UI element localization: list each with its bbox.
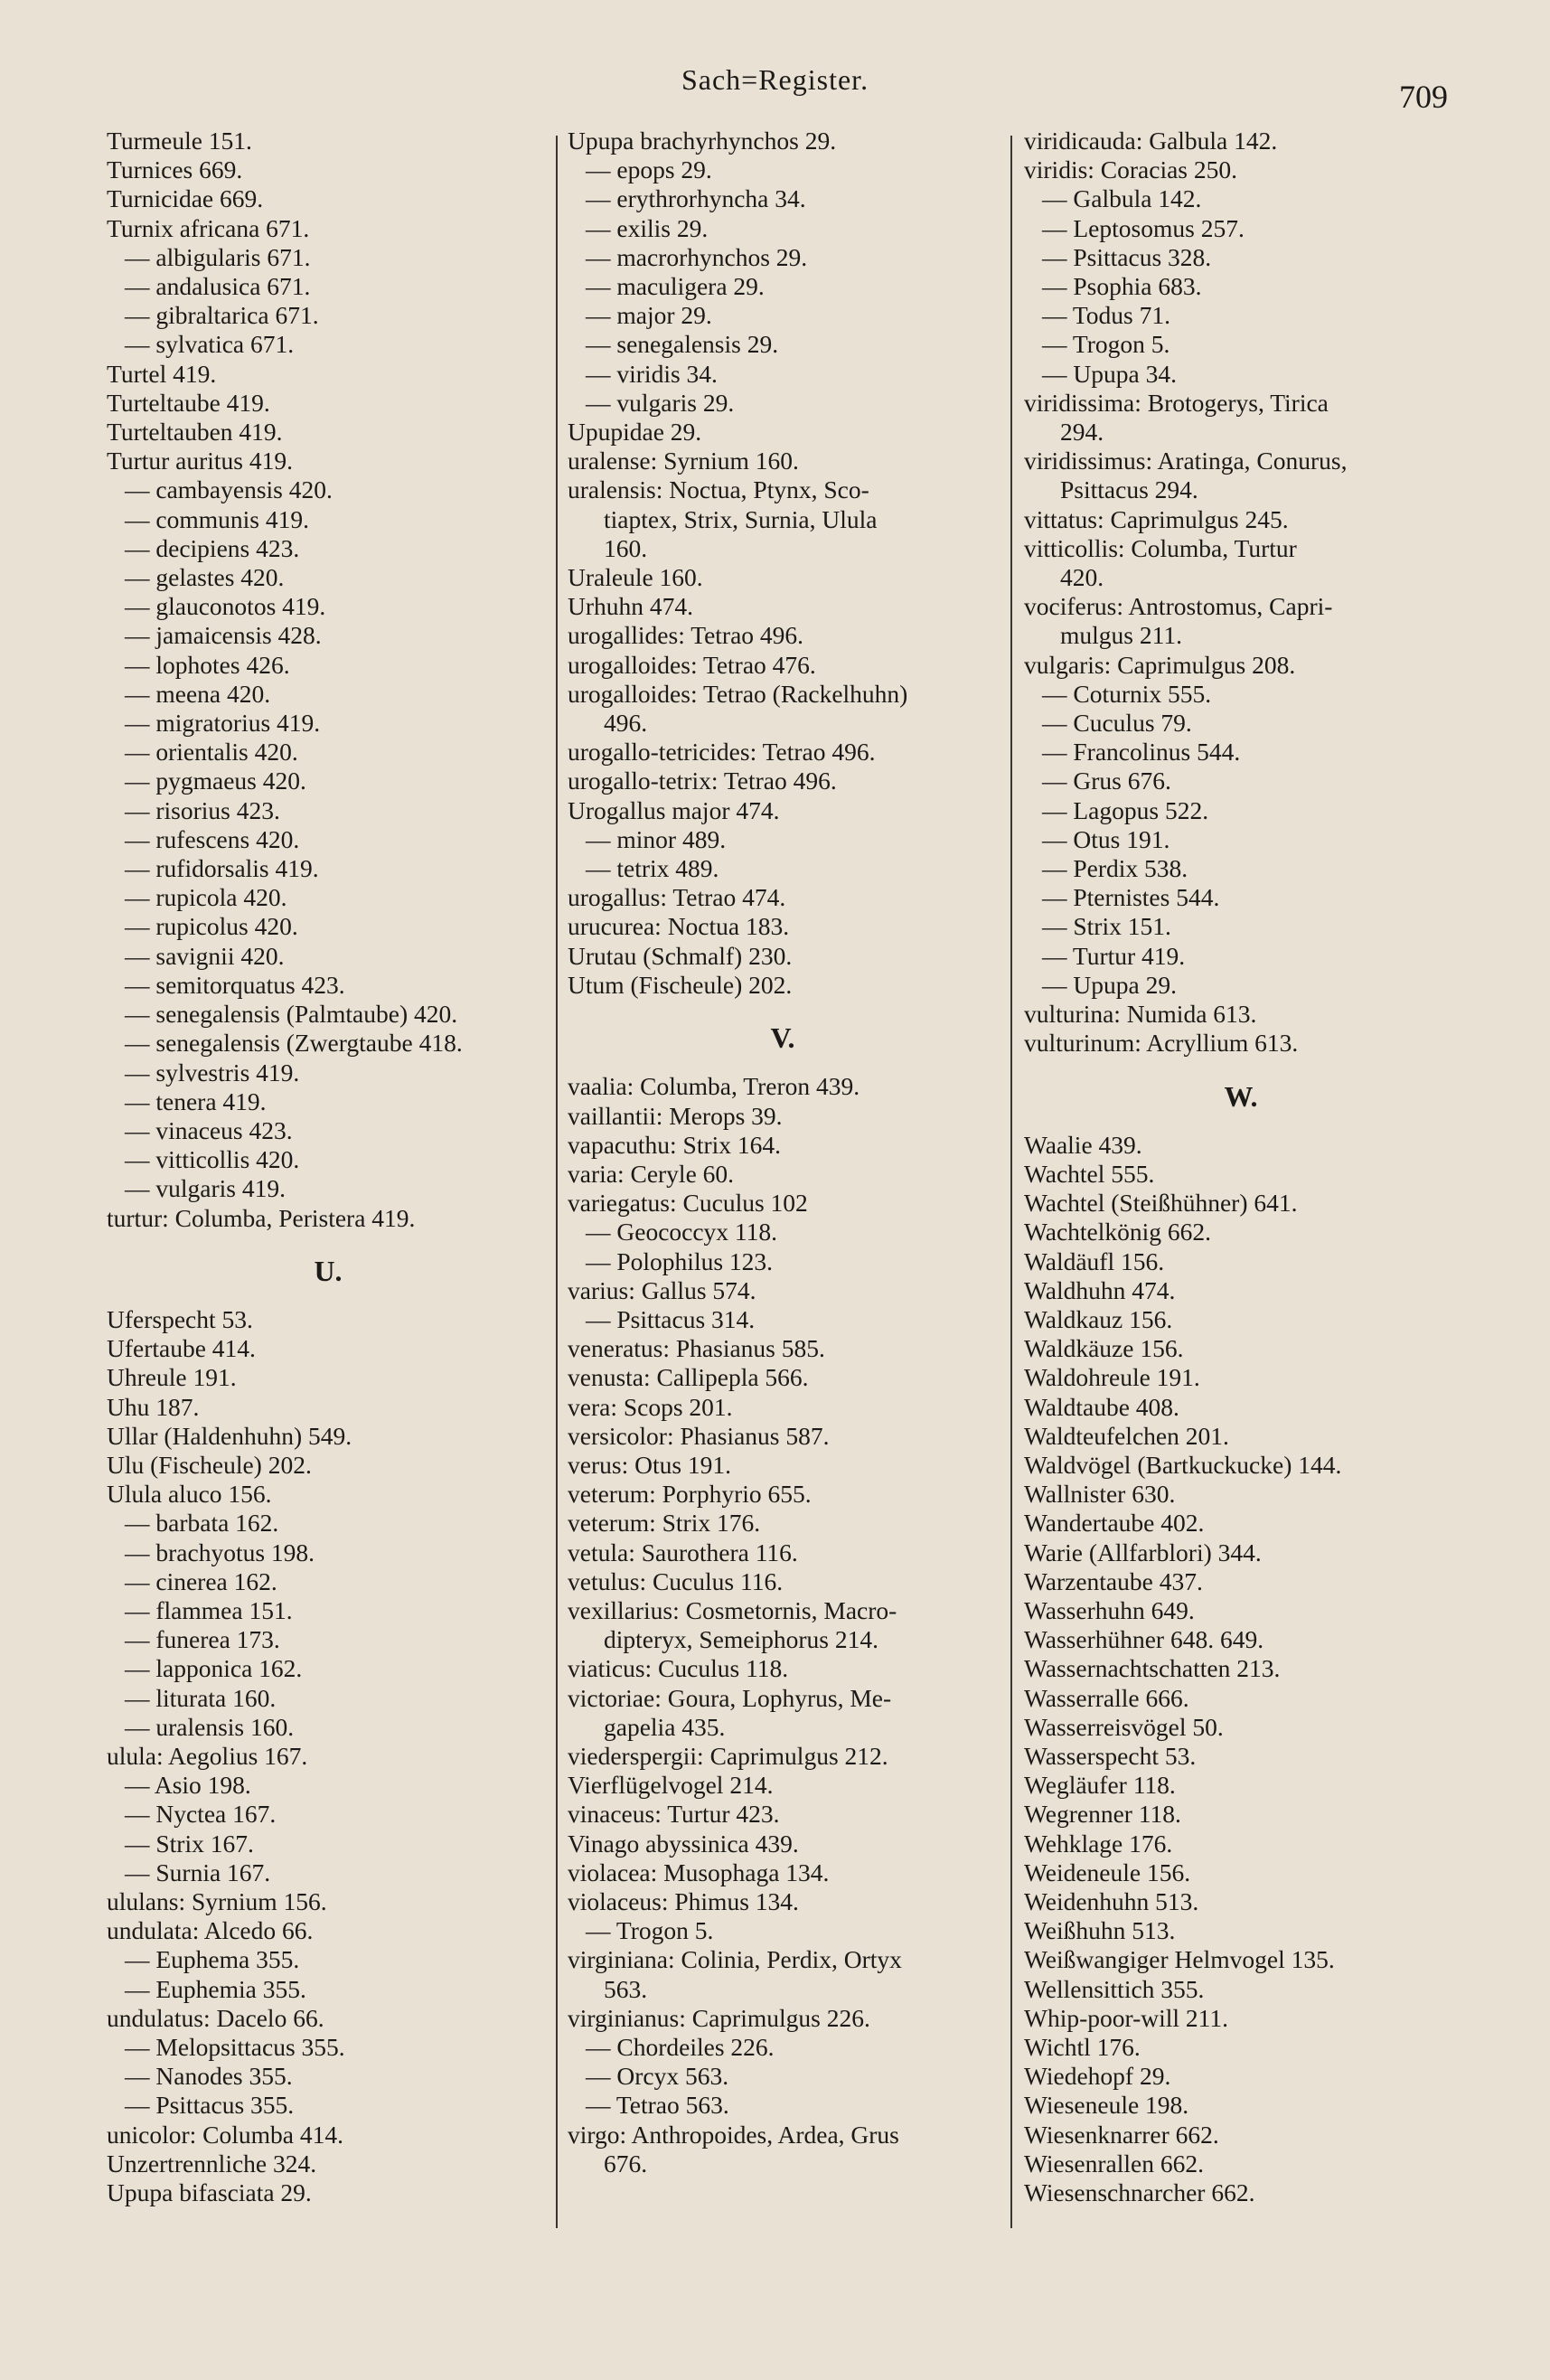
index-entry: Uraleule 160. bbox=[568, 563, 703, 592]
index-subentry: — barbata 162. bbox=[125, 1509, 279, 1538]
index-entry: Wegläufer 118. bbox=[1024, 1771, 1176, 1800]
index-entry: Turnicidae 669. bbox=[107, 184, 264, 213]
index-subentry: — Nanodes 355. bbox=[125, 2062, 293, 2091]
index-subentry: — lapponica 162. bbox=[125, 1654, 303, 1683]
index-entry: Wallnister 630. bbox=[1024, 1480, 1176, 1509]
index-entry: urogalloides: Tetrao 476. bbox=[568, 650, 816, 679]
index-entry: Wehklage 176. bbox=[1024, 1829, 1173, 1858]
index-subentry: — risorius 423. bbox=[125, 795, 280, 824]
index-subentry: — Geococcyx 118. bbox=[586, 1218, 778, 1246]
index-entry-continuation: dipteryx, Semeiphorus 214. bbox=[604, 1625, 878, 1654]
index-entry: Wiesenrallen 662. bbox=[1024, 2149, 1204, 2178]
index-entry: Wasserralle 666. bbox=[1024, 1683, 1189, 1712]
index-entry: versicolor: Phasianus 587. bbox=[568, 1421, 830, 1450]
index-subentry: — flammea 151. bbox=[125, 1595, 293, 1624]
index-entry: veterum: Strix 176. bbox=[568, 1509, 761, 1538]
index-entry: virginiana: Colinia, Perdix, Ortyx bbox=[568, 1945, 902, 1974]
index-entry: Waldäufl 156. bbox=[1024, 1246, 1165, 1275]
index-subentry: — Euphemia 355. bbox=[125, 1974, 306, 2003]
index-subentry: — tenera 419. bbox=[125, 1087, 267, 1115]
index-entry: Waldkauz 156. bbox=[1024, 1304, 1173, 1333]
index-subentry: — Coturnix 555. bbox=[1042, 679, 1212, 708]
index-entry: Vierflügelvogel 214. bbox=[568, 1771, 774, 1800]
index-entry: Unzertrennliche 324. bbox=[107, 2149, 317, 2178]
index-subentry: — Grus 676. bbox=[1042, 767, 1171, 795]
index-entry: vaalia: Columba, Treron 439. bbox=[568, 1072, 860, 1101]
index-entry: undulata: Alcedo 66. bbox=[107, 1916, 314, 1945]
index-subentry: — andalusica 671. bbox=[125, 272, 311, 301]
index-entry: Weideneule 156. bbox=[1024, 1858, 1191, 1886]
index-entry: Waldtaube 408. bbox=[1024, 1392, 1179, 1421]
index-subentry: — pygmaeus 420. bbox=[125, 767, 306, 795]
index-entry: Wiesenknarrer 662. bbox=[1024, 2120, 1219, 2149]
index-entry: vittatus: Caprimulgus 245. bbox=[1024, 504, 1289, 533]
index-subentry: — lophotes 426. bbox=[125, 650, 290, 679]
index-subentry: — senegalensis 29. bbox=[586, 330, 779, 359]
index-subentry: — cambayensis 420. bbox=[125, 475, 333, 504]
index-column-2 bbox=[568, 127, 998, 2178]
index-entry: viaticus: Cuculus 118. bbox=[568, 1654, 789, 1683]
index-subentry: — albigularis 671. bbox=[125, 242, 311, 271]
index-entry: Turnix africana 671. bbox=[107, 213, 310, 242]
index-subentry: — tetrix 489. bbox=[586, 854, 719, 883]
index-entry: Turteltauben 419. bbox=[107, 418, 283, 447]
index-subentry: — savignii 420. bbox=[125, 941, 285, 970]
index-subentry: — epops 29. bbox=[586, 155, 712, 184]
index-subentry: — viridis 34. bbox=[586, 359, 718, 388]
index-entry-continuation: mulgus 211. bbox=[1060, 621, 1182, 650]
index-subentry: — Strix 151. bbox=[1042, 912, 1171, 941]
column-divider bbox=[1010, 136, 1012, 2228]
index-subentry: — funerea 173. bbox=[125, 1625, 280, 1654]
index-entry: venusta: Callipepla 566. bbox=[568, 1363, 809, 1392]
index-subentry: — Psittacus 314. bbox=[586, 1304, 756, 1333]
index-entry: verus: Otus 191. bbox=[568, 1450, 732, 1479]
index-entry: Uhreule 191. bbox=[107, 1363, 237, 1392]
index-entry: Warie (Allfarblori) 344. bbox=[1024, 1538, 1262, 1566]
index-entry: Wiedehopf 29. bbox=[1024, 2062, 1171, 2091]
index-subentry: — liturata 160. bbox=[125, 1683, 277, 1712]
index-entry-continuation: 420. bbox=[1060, 563, 1104, 592]
index-entry: Waldteufelchen 201. bbox=[1024, 1421, 1229, 1450]
index-entry: urogallides: Tetrao 496. bbox=[568, 621, 804, 650]
index-subentry: — Otus 191. bbox=[1042, 824, 1170, 853]
index-entry: Wachtel 555. bbox=[1024, 1159, 1155, 1188]
index-entry: Uferspecht 53. bbox=[107, 1304, 253, 1333]
index-entry: Ullar (Haldenhuhn) 549. bbox=[107, 1421, 352, 1450]
index-subentry: — decipiens 423. bbox=[125, 533, 300, 562]
index-entry: Turteltaube 419. bbox=[107, 388, 270, 417]
index-subentry: — sylvatica 671. bbox=[125, 330, 295, 359]
index-subentry: — Euphema 355. bbox=[125, 1945, 300, 1974]
index-entry: urucurea: Noctua 183. bbox=[568, 912, 790, 941]
index-entry: uralense: Syrnium 160. bbox=[568, 447, 799, 475]
index-subentry: — semitorquatus 423. bbox=[125, 970, 345, 999]
index-subentry: — Psophia 683. bbox=[1042, 272, 1202, 301]
index-subentry: — brachyotus 198. bbox=[125, 1538, 315, 1566]
index-subentry: — Upupa 29. bbox=[1042, 970, 1177, 999]
index-subentry: — erythrorhyncha 34. bbox=[586, 184, 806, 213]
index-subentry: — minor 489. bbox=[586, 824, 727, 853]
index-subentry: — Nyctea 167. bbox=[125, 1800, 277, 1829]
index-entry: Utum (Fischeule) 202. bbox=[568, 970, 793, 999]
index-entry: victoriae: Goura, Lophyrus, Me- bbox=[568, 1683, 892, 1712]
index-entry: Weißwangiger Helmvogel 135. bbox=[1024, 1945, 1335, 1974]
index-subentry: — orientalis 420. bbox=[125, 738, 298, 767]
index-subentry: — Galbula 142. bbox=[1042, 184, 1202, 213]
index-entry: undulatus: Dacelo 66. bbox=[107, 2003, 324, 2032]
index-entry: vulturinum: Acryllium 613. bbox=[1024, 1029, 1299, 1058]
index-entry: Urogallus major 474. bbox=[568, 795, 780, 824]
index-entry: Upupidae 29. bbox=[568, 418, 702, 447]
index-subentry: — rufidorsalis 419. bbox=[125, 854, 319, 883]
index-entry: Urhuhn 474. bbox=[568, 592, 694, 621]
index-entry: unicolor: Columba 414. bbox=[107, 2120, 343, 2149]
index-entry-continuation: tiaptex, Strix, Surnia, Ulula bbox=[604, 504, 878, 533]
index-subentry: — Chordeiles 226. bbox=[586, 2033, 775, 2061]
index-entry: Waalie 439. bbox=[1024, 1130, 1142, 1159]
index-subentry: — Upupa 34. bbox=[1042, 359, 1177, 388]
index-entry: Wieseneule 198. bbox=[1024, 2091, 1189, 2120]
index-entry: Wasserhuhn 649. bbox=[1024, 1595, 1195, 1624]
index-subentry: — migratorius 419. bbox=[125, 709, 321, 738]
index-entry: Weidenhuhn 513. bbox=[1024, 1886, 1199, 1915]
index-subentry: — Leptosomus 257. bbox=[1042, 213, 1245, 242]
index-entry: Waldhuhn 474. bbox=[1024, 1275, 1176, 1304]
index-entry: vulturina: Numida 613. bbox=[1024, 1000, 1257, 1029]
index-column-1 bbox=[107, 127, 550, 2207]
index-entry: violacea: Musophaga 134. bbox=[568, 1858, 830, 1886]
index-entry: Vinago abyssinica 439. bbox=[568, 1829, 799, 1858]
index-entry: urogallo-tetrix: Tetrao 496. bbox=[568, 767, 837, 795]
index-entry: vexillarius: Cosmetornis, Macro- bbox=[568, 1595, 897, 1624]
index-entry: vinaceus: Turtur 423. bbox=[568, 1800, 780, 1829]
index-entry: virgo: Anthropoides, Ardea, Grus bbox=[568, 2120, 899, 2149]
index-subentry: — Todus 71. bbox=[1042, 301, 1170, 330]
index-subentry: — senegalensis (Palmtaube) 420. bbox=[125, 1000, 458, 1029]
index-entry: Wegrenner 118. bbox=[1024, 1800, 1181, 1829]
index-entry: Ulu (Fischeule) 202. bbox=[107, 1450, 312, 1479]
index-entry: vera: Scops 201. bbox=[568, 1392, 733, 1421]
index-entry: viridis: Coracias 250. bbox=[1024, 155, 1238, 184]
index-subentry: — gibraltarica 671. bbox=[125, 301, 319, 330]
index-entry: Wichtl 176. bbox=[1024, 2033, 1141, 2061]
index-entry: vociferus: Antrostomus, Capri- bbox=[1024, 592, 1333, 621]
index-subentry: — Lagopus 522. bbox=[1042, 795, 1209, 824]
index-entry: Turtur auritus 419. bbox=[107, 447, 294, 475]
index-entry: Wiesenschnarcher 662. bbox=[1024, 2178, 1255, 2207]
index-entry: Ufertaube 414. bbox=[107, 1334, 256, 1363]
index-entry: uralensis: Noctua, Ptynx, Sco- bbox=[568, 475, 869, 504]
index-subentry: — maculigera 29. bbox=[586, 272, 765, 301]
index-subentry: — macrorhynchos 29. bbox=[586, 242, 808, 271]
index-entry-continuation: 563. bbox=[604, 1974, 648, 2003]
index-entry: Waldkäuze 156. bbox=[1024, 1334, 1184, 1363]
index-subentry: — glauconotos 419. bbox=[125, 592, 326, 621]
section-heading: V. bbox=[770, 1021, 795, 1055]
index-entry: viridissima: Brotogerys, Tirica bbox=[1024, 388, 1329, 417]
index-entry: vitticollis: Columba, Turtur bbox=[1024, 533, 1297, 562]
index-entry: ulula: Aegolius 167. bbox=[107, 1741, 308, 1770]
index-entry: viederspergii: Caprimulgus 212. bbox=[568, 1741, 888, 1770]
index-subentry: — sylvestris 419. bbox=[125, 1058, 300, 1087]
index-entry: Urutau (Schmalf) 230. bbox=[568, 941, 793, 970]
index-entry: Warzentaube 437. bbox=[1024, 1566, 1203, 1595]
index-entry: varia: Ceryle 60. bbox=[568, 1159, 735, 1188]
index-subentry: — exilis 29. bbox=[586, 213, 709, 242]
index-subentry: — vitticollis 420. bbox=[125, 1145, 300, 1174]
index-entry: vulgaris: Caprimulgus 208. bbox=[1024, 650, 1296, 679]
index-subentry: — gelastes 420. bbox=[125, 563, 285, 592]
index-entry: Wasserspecht 53. bbox=[1024, 1741, 1197, 1770]
index-entry: Upupa brachyrhynchos 29. bbox=[568, 127, 837, 155]
index-entry: Ulula aluco 156. bbox=[107, 1480, 272, 1509]
index-subentry: — Francolinus 544. bbox=[1042, 738, 1241, 767]
index-entry: Turmeule 151. bbox=[107, 127, 252, 155]
index-entry: variegatus: Cuculus 102 bbox=[568, 1189, 808, 1218]
index-subentry: — Turtur 419. bbox=[1042, 941, 1186, 970]
index-entry: urogallo-tetricides: Tetrao 496. bbox=[568, 738, 876, 767]
index-subentry: — Strix 167. bbox=[125, 1829, 254, 1858]
index-subentry: — Surnia 167. bbox=[125, 1858, 271, 1886]
index-entry: Weißhuhn 513. bbox=[1024, 1916, 1176, 1945]
index-entry: viridicauda: Galbula 142. bbox=[1024, 127, 1278, 155]
index-subentry: — Orcyx 563. bbox=[586, 2062, 729, 2091]
index-entry: Wandertaube 402. bbox=[1024, 1509, 1205, 1538]
index-entry: Turnices 669. bbox=[107, 155, 243, 184]
index-entry: Wasserreisvögel 50. bbox=[1024, 1712, 1224, 1741]
index-subentry: — cinerea 162. bbox=[125, 1566, 277, 1595]
page-number: 709 bbox=[1399, 79, 1448, 115]
section-heading: U. bbox=[314, 1254, 343, 1287]
index-subentry: — Melopsittacus 355. bbox=[125, 2033, 345, 2061]
index-subentry: — Perdix 538. bbox=[1042, 854, 1188, 883]
index-entry: ululans: Syrnium 156. bbox=[107, 1886, 327, 1915]
index-subentry: — vinaceus 423. bbox=[125, 1115, 293, 1144]
index-entry: Turtel 419. bbox=[107, 359, 217, 388]
index-subentry: — meena 420. bbox=[125, 679, 271, 708]
index-subentry: — Trogon 5. bbox=[586, 1916, 714, 1945]
index-subentry: — vulgaris 29. bbox=[586, 388, 735, 417]
index-entry: Wellensittich 355. bbox=[1024, 1974, 1205, 2003]
index-entry: urogalloides: Tetrao (Rackelhuhn) bbox=[568, 679, 908, 708]
index-subentry: — Polophilus 123. bbox=[586, 1246, 774, 1275]
index-entry-continuation: 160. bbox=[604, 533, 648, 562]
index-entry: vetula: Saurothera 116. bbox=[568, 1538, 798, 1566]
index-entry-continuation: Psittacus 294. bbox=[1060, 475, 1198, 504]
index-entry: Whip-poor-will 211. bbox=[1024, 2003, 1229, 2032]
index-entry: virginianus: Caprimulgus 226. bbox=[568, 2003, 870, 2032]
index-entry: vetulus: Cuculus 116. bbox=[568, 1566, 784, 1595]
index-entry: violaceus: Phimus 134. bbox=[568, 1886, 799, 1915]
index-subentry: — jamaicensis 428. bbox=[125, 621, 322, 650]
index-entry-continuation: 294. bbox=[1060, 418, 1104, 447]
index-subentry: — uralensis 160. bbox=[125, 1712, 295, 1741]
index-entry: Wachtelkönig 662. bbox=[1024, 1218, 1212, 1246]
index-subentry: — communis 419. bbox=[125, 504, 309, 533]
index-entry: viridissimus: Aratinga, Conurus, bbox=[1024, 447, 1348, 475]
index-entry: veneratus: Phasianus 585. bbox=[568, 1334, 825, 1363]
index-entry: veterum: Porphyrio 655. bbox=[568, 1480, 812, 1509]
index-subentry: — Psittacus 355. bbox=[125, 2091, 295, 2120]
index-subentry: — rufescens 420. bbox=[125, 824, 300, 853]
index-subentry: — Psittacus 328. bbox=[1042, 242, 1212, 271]
index-subentry: — senegalensis (Zwergtaube 418. bbox=[125, 1029, 463, 1058]
index-entry-continuation: gapelia 435. bbox=[604, 1712, 726, 1741]
index-entry: vaillantii: Merops 39. bbox=[568, 1101, 783, 1130]
index-entry: Waldvögel (Bartkuckucke) 144. bbox=[1024, 1450, 1342, 1479]
index-entry: Wassernachtschatten 213. bbox=[1024, 1654, 1281, 1683]
index-subentry: — Cuculus 79. bbox=[1042, 709, 1192, 738]
column-divider bbox=[556, 136, 558, 2228]
index-subentry: — major 29. bbox=[586, 301, 712, 330]
index-subentry: — Tetrao 563. bbox=[586, 2091, 729, 2120]
index-entry: Upupa bifasciata 29. bbox=[107, 2178, 312, 2207]
section-heading: W. bbox=[1224, 1079, 1258, 1113]
index-entry: Wasserhühner 648. 649. bbox=[1024, 1625, 1264, 1654]
index-entry: urogallus: Tetrao 474. bbox=[568, 883, 786, 912]
index-subentry: — Trogon 5. bbox=[1042, 330, 1170, 359]
index-entry-continuation: 676. bbox=[604, 2149, 648, 2178]
index-subentry: — Asio 198. bbox=[125, 1771, 251, 1800]
index-column-3 bbox=[1024, 127, 1458, 2207]
index-subentry: — vulgaris 419. bbox=[125, 1174, 286, 1203]
index-subentry: — rupicola 420. bbox=[125, 883, 287, 912]
index-entry: Waldohreule 191. bbox=[1024, 1363, 1200, 1392]
index-entry: Wachtel (Steißhühner) 641. bbox=[1024, 1189, 1298, 1218]
index-subentry: — Pternistes 544. bbox=[1042, 883, 1220, 912]
index-entry: vapacuthu: Strix 164. bbox=[568, 1130, 782, 1159]
index-entry: varius: Gallus 574. bbox=[568, 1275, 756, 1304]
index-subentry: — rupicolus 420. bbox=[125, 912, 298, 941]
index-entry: Uhu 187. bbox=[107, 1392, 200, 1421]
index-entry: turtur: Columba, Peristera 419. bbox=[107, 1203, 416, 1232]
index-entry-continuation: 496. bbox=[604, 709, 648, 738]
running-head: Sach=Register. bbox=[681, 63, 869, 96]
